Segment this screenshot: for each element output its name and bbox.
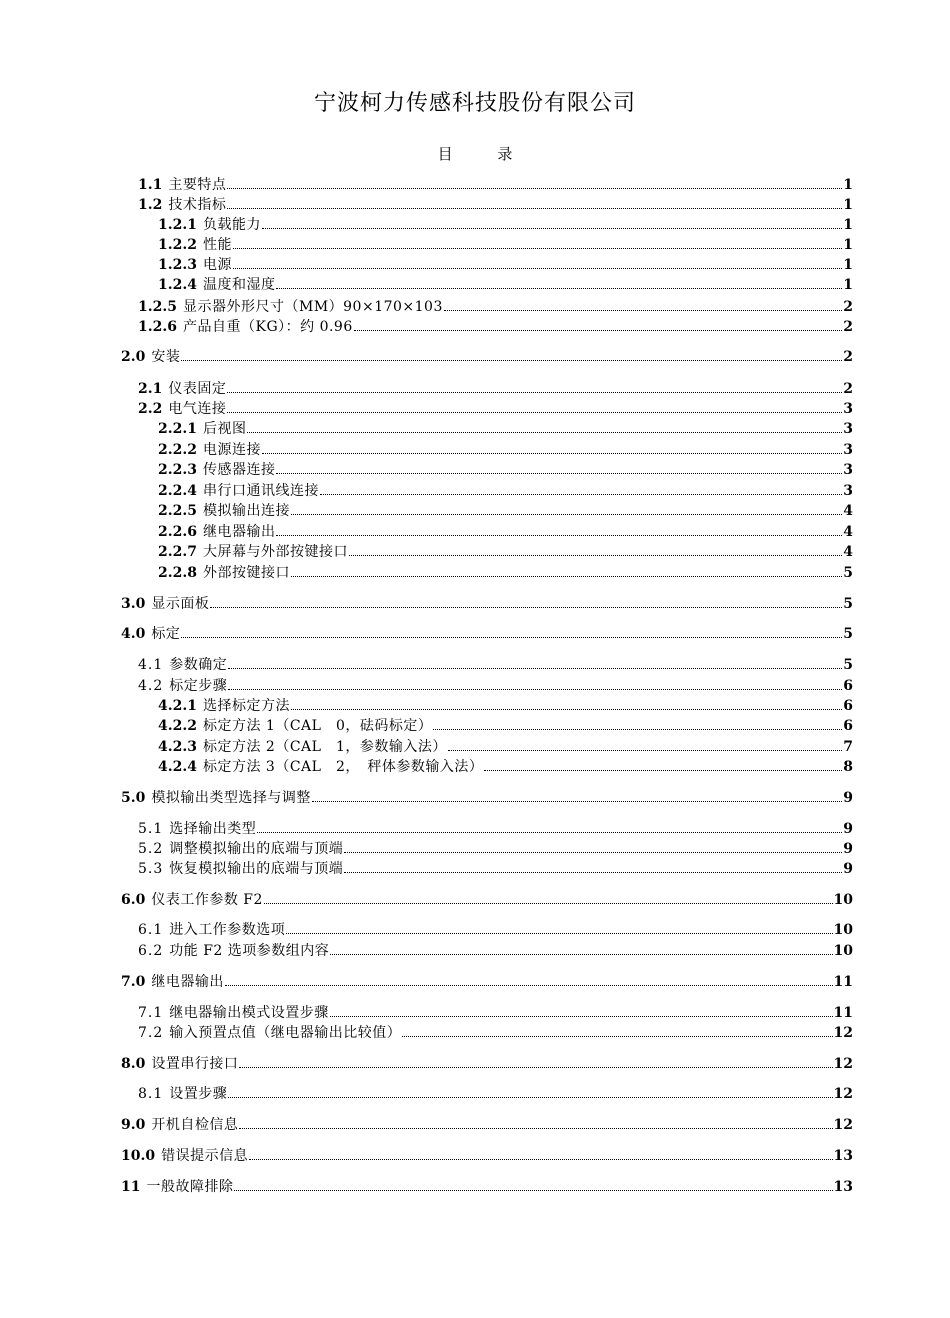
toc-entry-label: 继电器输出 xyxy=(151,974,224,990)
toc-entry-number: 5.1 xyxy=(138,821,164,837)
toc-entry-label: 电源连接 xyxy=(202,442,261,458)
toc-entry-number: 6.0 xyxy=(121,892,146,908)
toc-entry-label: 继电器输出 xyxy=(202,524,276,540)
toc-entry-page: 1 xyxy=(843,217,853,233)
toc-entry-label: 性能 xyxy=(202,237,232,253)
toc-entry-page: 9 xyxy=(843,861,853,877)
toc-entry-number: 4.2.4 xyxy=(158,759,197,775)
toc-entry-page: 7 xyxy=(843,739,853,755)
toc-entry-number: 2.2.7 xyxy=(158,544,197,560)
toc-entry-label: 设置步骤 xyxy=(169,1086,228,1102)
toc-entry[interactable] xyxy=(121,346,853,366)
toc-entry-page: 3 xyxy=(843,401,853,417)
toc-entry-page: 1 xyxy=(843,177,853,193)
toc-entry-label: 仪表固定 xyxy=(168,381,227,397)
toc-entry[interactable] xyxy=(158,274,853,294)
dot-leader xyxy=(344,872,842,873)
dot-leader xyxy=(330,954,832,955)
toc-entry-label: 输入预置点值（继电器输出比较值） xyxy=(169,1025,402,1041)
toc-entry-number: 7.0 xyxy=(121,974,146,990)
toc-entry-page: 12 xyxy=(833,1117,853,1133)
toc-entry-label: 选择输出类型 xyxy=(169,821,257,837)
toc-heading: 目 录 xyxy=(437,145,513,163)
toc-entry-label: 温度和湿度 xyxy=(202,277,276,293)
toc-entry-page: 12 xyxy=(833,1025,853,1041)
toc-entry-label: 标定方法 2（CAL 1，参数输入法） xyxy=(202,739,447,755)
toc-entry-number: 4.1 xyxy=(138,657,164,673)
toc-entry-label: 后视图 xyxy=(202,421,247,437)
toc-entry-number: 2.2.1 xyxy=(158,421,197,437)
toc-entry[interactable] xyxy=(138,675,853,695)
toc-entry-page: 9 xyxy=(843,841,853,857)
toc-entry[interactable] xyxy=(158,254,853,274)
dot-leader xyxy=(239,1128,832,1129)
toc-entry-label: 大屏幕与外部按键接口 xyxy=(202,544,348,560)
toc-entry-number: 6.2 xyxy=(138,943,164,959)
toc-entry[interactable] xyxy=(158,541,853,561)
toc-entry-number: 11 xyxy=(121,1179,141,1195)
toc-entry-page: 2 xyxy=(843,299,853,315)
toc-entry-number: 1.2.4 xyxy=(158,277,197,293)
toc-entry-page: 5 xyxy=(843,565,853,581)
toc-entry-page: 9 xyxy=(843,821,853,837)
dot-leader xyxy=(330,1016,833,1017)
dot-leader xyxy=(264,903,833,904)
dot-leader xyxy=(225,985,833,986)
dot-leader xyxy=(210,607,842,608)
toc-entry-label: 继电器输出模式设置步骤 xyxy=(169,1005,329,1021)
toc-entry-number: 2.2 xyxy=(138,401,163,417)
dot-leader xyxy=(228,1097,832,1098)
toc-entry-page: 5 xyxy=(843,626,853,642)
toc-entry-number: 3.0 xyxy=(121,596,146,612)
toc-entry-label: 设置串行接口 xyxy=(151,1056,239,1072)
toc-entry[interactable] xyxy=(121,787,853,807)
toc-entry-page: 1 xyxy=(843,277,853,293)
toc-entry[interactable] xyxy=(138,1002,853,1022)
dot-leader xyxy=(344,852,842,853)
toc-entry-number: 5.2 xyxy=(138,841,164,857)
dot-leader xyxy=(262,453,842,454)
toc-entry[interactable] xyxy=(158,562,853,582)
dot-leader xyxy=(227,188,842,189)
toc-entry-page: 6 xyxy=(843,698,853,714)
toc-entry-label: 技术指标 xyxy=(168,197,227,213)
toc-entry-number: 1.1 xyxy=(138,177,163,193)
toc-entry-label: 标定方法 1（CAL 0，砝码标定） xyxy=(202,718,433,734)
dot-leader xyxy=(181,637,842,638)
toc-entry-page: 3 xyxy=(843,483,853,499)
dot-leader xyxy=(444,310,842,311)
toc-entry-number: 10.0 xyxy=(121,1148,156,1164)
dot-leader xyxy=(257,832,842,833)
toc-entry-number: 2.2.5 xyxy=(158,503,197,519)
toc-entry-label: 主要特点 xyxy=(168,177,227,193)
toc-entry-page: 2 xyxy=(843,319,853,335)
toc-entry[interactable] xyxy=(121,1176,853,1196)
toc-entry-label: 恢复模拟输出的底端与顶端 xyxy=(169,861,344,877)
toc-entry-page: 6 xyxy=(843,718,853,734)
toc-entry-number: 6.1 xyxy=(138,922,164,938)
toc-entry-number: 7.2 xyxy=(138,1025,164,1041)
toc-entry[interactable] xyxy=(158,521,853,541)
toc-entry-page: 11 xyxy=(833,974,853,990)
toc-entry-number: 2.2.8 xyxy=(158,565,197,581)
toc-entry[interactable] xyxy=(138,919,853,939)
toc-entry-page: 10 xyxy=(833,922,853,938)
toc-entry-page: 12 xyxy=(833,1086,853,1102)
dot-leader xyxy=(233,248,842,249)
toc-entry-page: 10 xyxy=(833,943,853,959)
toc-entry-label: 仪表工作参数 F2 xyxy=(151,892,263,908)
toc-entry[interactable] xyxy=(121,1053,853,1073)
dot-leader xyxy=(239,1067,832,1068)
toc-entry[interactable] xyxy=(138,838,853,858)
toc-entry-number: 2.0 xyxy=(121,349,146,365)
dot-leader xyxy=(276,535,842,536)
toc-entry-page: 9 xyxy=(843,790,853,806)
toc-entry[interactable] xyxy=(138,194,853,214)
toc-entry[interactable] xyxy=(138,858,853,878)
toc-entry[interactable] xyxy=(138,316,853,336)
toc-entry[interactable] xyxy=(121,623,853,643)
toc-entry-page: 13 xyxy=(833,1148,853,1164)
toc-entry-number: 4.2.1 xyxy=(158,698,197,714)
dot-leader xyxy=(276,473,842,474)
toc-entry-page: 3 xyxy=(843,442,853,458)
dot-leader xyxy=(286,933,832,934)
dot-leader xyxy=(349,555,842,556)
dot-leader xyxy=(249,1159,832,1160)
toc-entry[interactable] xyxy=(121,1114,853,1134)
toc-entry-page: 1 xyxy=(843,257,853,273)
toc-entry-number: 2.1 xyxy=(138,381,163,397)
toc-entry-label: 错误提示信息 xyxy=(161,1148,249,1164)
toc-entry[interactable] xyxy=(138,296,853,316)
toc-entry-page: 1 xyxy=(843,197,853,213)
toc-entry-label: 模拟输出连接 xyxy=(202,503,290,519)
toc-entry-label: 开机自检信息 xyxy=(151,1117,239,1133)
toc-entry-page: 11 xyxy=(833,1005,853,1021)
dot-leader xyxy=(227,392,842,393)
dot-leader xyxy=(320,494,842,495)
toc-entry-label: 参数确定 xyxy=(169,657,228,673)
toc-entry-number: 1.2 xyxy=(138,197,163,213)
toc-entry-label: 电源 xyxy=(202,257,232,273)
toc-entry[interactable] xyxy=(158,459,853,479)
toc-entry[interactable] xyxy=(138,940,853,960)
toc-entry-label: 标定方法 3（CAL 2， 秤体参数输入法） xyxy=(202,759,484,775)
toc-entry[interactable] xyxy=(121,1145,853,1165)
toc-entry-label: 电气连接 xyxy=(168,401,227,417)
document-title: 宁波柯力传感科技股份有限公司 xyxy=(313,91,636,116)
toc-entry-label: 调整模拟输出的底端与顶端 xyxy=(169,841,344,857)
toc-entry-label: 显示面板 xyxy=(151,596,210,612)
toc-entry-label: 功能 F2 选项参数组内容 xyxy=(169,943,330,959)
dot-leader xyxy=(276,288,842,289)
dot-leader xyxy=(448,750,842,751)
toc-entry-number: 4.2.3 xyxy=(158,739,197,755)
toc-entry-label: 显示器外形尺寸（MM）90×170×103 xyxy=(182,299,443,315)
toc-entry-number: 1.2.3 xyxy=(158,257,197,273)
toc-entry-page: 12 xyxy=(833,1056,853,1072)
toc-entry-label: 进入工作参数选项 xyxy=(169,922,286,938)
toc-entry-label: 串行口通讯线连接 xyxy=(202,483,319,499)
toc-entry-number: 8.1 xyxy=(138,1086,164,1102)
toc-entry-page: 3 xyxy=(843,462,853,478)
toc-entry-number: 7.1 xyxy=(138,1005,164,1021)
toc-entry[interactable] xyxy=(158,234,853,254)
toc-entry-number: 2.2.2 xyxy=(158,442,197,458)
toc-entry-label: 标定步骤 xyxy=(169,678,228,694)
toc-entry-label: 模拟输出类型选择与调整 xyxy=(151,790,311,806)
toc-entry-label: 产品自重（KG）：约 0.96 xyxy=(182,319,353,335)
dot-leader xyxy=(402,1036,832,1037)
dot-leader xyxy=(247,432,842,433)
dot-leader xyxy=(262,228,842,229)
toc-entry[interactable] xyxy=(138,398,853,418)
toc-entry[interactable] xyxy=(158,418,853,438)
toc-entry[interactable] xyxy=(138,818,853,838)
dot-leader xyxy=(181,360,842,361)
toc-entry-number: 2.2.4 xyxy=(158,483,197,499)
toc-entry-label: 标定 xyxy=(151,626,181,642)
dot-leader xyxy=(291,576,842,577)
toc-entry[interactable] xyxy=(158,695,853,715)
toc-entry-number: 5.3 xyxy=(138,861,164,877)
dot-leader xyxy=(291,709,842,710)
toc-entry-number: 4.2 xyxy=(138,678,164,694)
toc-entry[interactable] xyxy=(138,1022,853,1042)
toc-entry[interactable] xyxy=(158,715,853,735)
toc-entry[interactable] xyxy=(158,500,853,520)
dot-leader xyxy=(433,729,842,730)
toc-entry[interactable] xyxy=(138,1083,853,1103)
dot-leader xyxy=(228,668,842,669)
toc-entry-number: 9.0 xyxy=(121,1117,146,1133)
toc-entry-number: 4.0 xyxy=(121,626,146,642)
toc-entry-label: 一般故障排除 xyxy=(146,1179,234,1195)
toc-entry-number: 2.2.6 xyxy=(158,524,197,540)
dot-leader xyxy=(227,208,842,209)
toc-entry-page: 2 xyxy=(843,381,853,397)
dot-leader xyxy=(234,1190,832,1191)
toc-entry[interactable] xyxy=(158,214,853,234)
toc-entry-number: 1.2.2 xyxy=(158,237,197,253)
toc-entry-number: 1.2.6 xyxy=(138,319,177,335)
toc-entry[interactable] xyxy=(138,174,853,194)
toc-entry-number: 4.2.2 xyxy=(158,718,197,734)
toc-entry-page: 1 xyxy=(843,237,853,253)
dot-leader xyxy=(227,412,842,413)
dot-leader xyxy=(233,268,842,269)
dot-leader xyxy=(228,689,842,690)
dot-leader xyxy=(291,514,842,515)
toc-entry-number: 8.0 xyxy=(121,1056,146,1072)
toc-entry-number: 5.0 xyxy=(121,790,146,806)
toc-entry-number: 2.2.3 xyxy=(158,462,197,478)
toc-entry-page: 4 xyxy=(843,503,853,519)
toc-entry[interactable] xyxy=(158,756,853,776)
toc-entry-page: 10 xyxy=(833,892,853,908)
toc-entry-label: 选择标定方法 xyxy=(202,698,290,714)
toc-entry-page: 13 xyxy=(833,1179,853,1195)
toc-entry-number: 1.2.1 xyxy=(158,217,197,233)
toc-entry-page: 6 xyxy=(843,678,853,694)
toc-entry[interactable] xyxy=(158,736,853,756)
toc-entry-number: 1.2.5 xyxy=(138,299,177,315)
toc-entry-page: 4 xyxy=(843,524,853,540)
toc-entry[interactable] xyxy=(138,654,853,674)
toc-entry[interactable] xyxy=(121,593,853,613)
toc-entry-page: 2 xyxy=(843,349,853,365)
dot-leader xyxy=(354,330,843,331)
dot-leader xyxy=(312,801,842,802)
dot-leader xyxy=(484,770,842,771)
toc-entry[interactable] xyxy=(138,378,853,398)
toc-entry[interactable] xyxy=(158,480,853,500)
toc-entry-label: 外部按键接口 xyxy=(202,565,290,581)
toc-entry-page: 3 xyxy=(843,421,853,437)
toc-entry-page: 4 xyxy=(843,544,853,560)
toc-entry-label: 传感器连接 xyxy=(202,462,276,478)
toc-entry[interactable] xyxy=(158,439,853,459)
toc-entry-page: 8 xyxy=(843,759,853,775)
toc-entry[interactable] xyxy=(121,971,853,991)
toc-entry-page: 5 xyxy=(843,596,853,612)
toc-entry[interactable] xyxy=(121,889,853,909)
toc-entry-label: 负载能力 xyxy=(202,217,261,233)
toc-entry-label: 安装 xyxy=(151,349,181,365)
toc-entry-page: 5 xyxy=(843,657,853,673)
